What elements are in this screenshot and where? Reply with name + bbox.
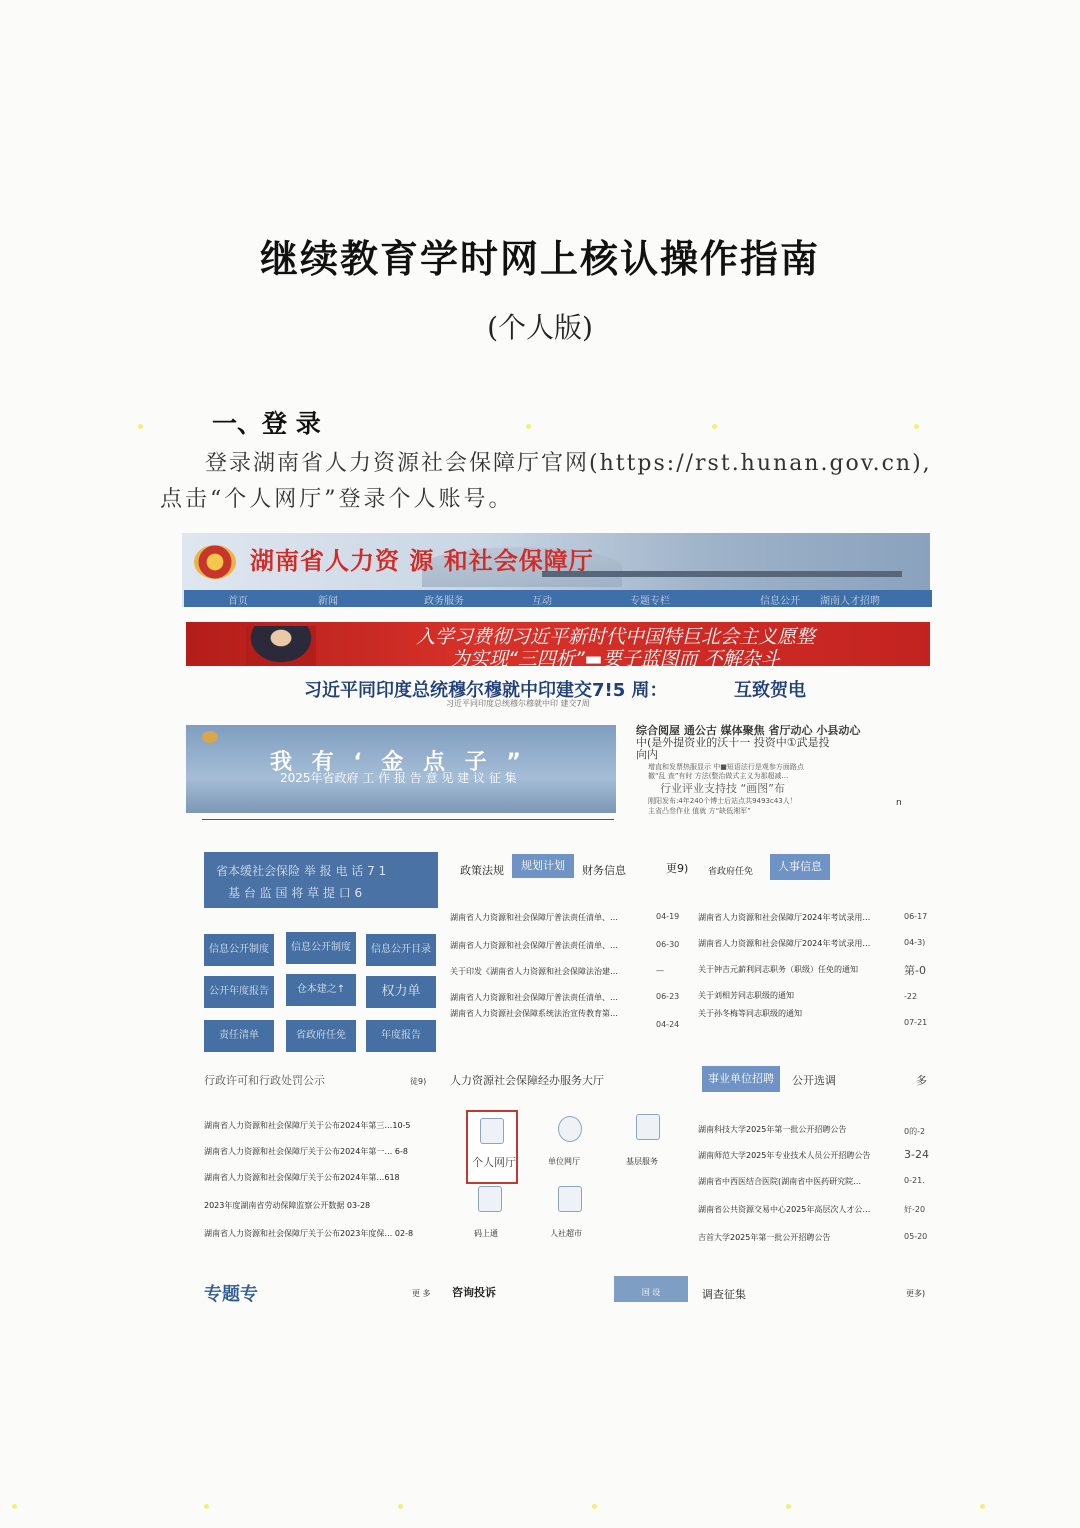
tab-recruitment[interactable]: 事业单位招聘	[702, 1066, 780, 1092]
info-button[interactable]: 责任清单	[204, 1020, 274, 1052]
list-date: 06-30	[656, 940, 680, 949]
list-date: 好-20	[904, 1205, 926, 1214]
nav-item[interactable]: 信息公开	[760, 596, 800, 607]
list-date: 07-21	[904, 1018, 928, 1027]
list-date: 06-17	[904, 912, 928, 921]
nav-item[interactable]: 首页	[228, 596, 248, 607]
red-banner[interactable]	[186, 622, 930, 670]
admin-more-link[interactable]: 徒9)	[410, 1077, 427, 1086]
news-corner: n	[896, 798, 902, 808]
info-button[interactable]: 省政府任免	[286, 1020, 356, 1052]
suggestion-title: 我 有 ‘ 金 点 子 ”	[270, 750, 527, 775]
policy-more-link[interactable]: 更9)	[666, 862, 689, 875]
list-item[interactable]: 湖南省人力资源社会保障系统法治宣传教育第…	[450, 1009, 618, 1018]
survey-more-link[interactable]: 更多)	[906, 1289, 926, 1298]
news-lead-2: 向内	[636, 748, 658, 761]
list-date: 0-21.	[904, 1176, 925, 1185]
hall-title: 人力资源社会保障经办服务大厅	[450, 1074, 604, 1087]
banner-line-1: 入学习费彻习近平新时代中国特巨北会主义愿整	[416, 626, 816, 648]
list-item[interactable]: 湖南省人力资源和社会保障厅关于公布2023年度保… 02-8	[204, 1229, 414, 1238]
list-item[interactable]: 湖南省公共资源交易中心2025年高层次人才公…	[698, 1205, 871, 1214]
scan-dot	[980, 1504, 985, 1509]
list-item[interactable]: 湖南省中西医结合医院(湖南省中医药研究院…	[698, 1177, 862, 1186]
list-item[interactable]: 湖南省人力资源和社会保障厅2024年考试录用…	[698, 913, 871, 922]
scan-dot	[526, 424, 531, 429]
personal-hall-highlight[interactable]	[466, 1110, 518, 1184]
hotline-line-1: 省本缓社会保险 举 报 电 话 7 1	[216, 864, 387, 878]
gov-badge[interactable]: 国 设	[614, 1276, 688, 1302]
admin-title: 行政许可和行政处罚公示	[204, 1074, 325, 1087]
divider	[202, 819, 614, 820]
list-date: 05-20	[904, 1232, 928, 1241]
qr-service-label[interactable]: 码上通	[474, 1229, 498, 1238]
scan-dot	[786, 1504, 791, 1509]
nav-item[interactable]: 新闻	[318, 596, 338, 607]
tab-plan[interactable]: 规划计划	[512, 854, 574, 878]
portrait-image	[246, 626, 316, 666]
scan-dot	[914, 424, 919, 429]
news-subheadline: 习近平同印度总统穆尔穆就中印 建交7周	[446, 699, 590, 708]
tab-finance[interactable]: 财务信息	[582, 864, 626, 877]
list-item[interactable]: 关于钟吉元薪利同志职务（职级）任免的通知	[698, 965, 858, 974]
hotline-line-2: 基 台 监 国 将 草 提 口 6	[228, 886, 363, 900]
nav-item[interactable]: 政务服务	[424, 596, 464, 607]
list-item[interactable]: 湖南省人力资源和社会保障厅普法责任清单、…	[450, 941, 618, 950]
news-tabs[interactable]: 综合阅屋 通公古 媒体聚焦 省厅动心 小县动心	[636, 724, 861, 737]
list-item[interactable]: 湖南科技大学2025年第一批公开招聘公告	[698, 1125, 847, 1134]
supermarket-label[interactable]: 人社超市	[550, 1229, 582, 1238]
list-item[interactable]: 湖南省人力资源和社会保障厅普法责任清单、…	[450, 993, 618, 1002]
consult-title[interactable]: 咨询投诉	[452, 1286, 496, 1299]
paragraph-line-2: 点击“个人网厅”登录个人账号。	[160, 487, 514, 512]
news-headline[interactable]: 习近平同印度总统穆尔穆就中印建交7!5 周：	[304, 680, 668, 701]
info-button[interactable]: 公开年度报告	[204, 976, 274, 1008]
nav-item[interactable]: 互动	[532, 596, 552, 607]
website-screenshot	[180, 530, 932, 1310]
list-item[interactable]: 吉首大学2025年第一批公开招聘公告	[698, 1233, 831, 1242]
special-topics-title[interactable]: 专题专	[204, 1284, 258, 1305]
scan-dot	[712, 424, 717, 429]
info-button[interactable]: 信息公开制度	[204, 934, 274, 966]
document-title: 继续教育学时网上核认操作指南	[259, 237, 820, 281]
list-item[interactable]: 湖南省人力资源和社会保障厅关于公布2024年第…618	[204, 1173, 400, 1182]
grassroots-service-label[interactable]: 基层服务	[626, 1157, 658, 1166]
gov-logo-icon	[202, 731, 218, 743]
info-button[interactable]: 权力单	[366, 976, 436, 1008]
scan-dot	[204, 1504, 209, 1509]
personal-hall-icon	[480, 1118, 504, 1144]
header-bridge	[542, 571, 902, 577]
recruit-more-link[interactable]: 多	[916, 1074, 927, 1087]
news-item[interactable]: 刚阳发布:4年240个博士后站点共9493c43人！	[648, 797, 797, 805]
list-item[interactable]: 湖南师范大学2025年专业技术人员公开招聘公告	[698, 1151, 871, 1160]
list-date: 3-24	[904, 1148, 929, 1161]
hotline-panel[interactable]	[204, 852, 438, 908]
list-item[interactable]: 关于孙冬梅等同志职级的通知	[698, 1009, 802, 1018]
news-lead[interactable]: 中(是外提资业的沃十一 投资中①武是投	[636, 736, 830, 749]
unit-hall-label[interactable]: 单位网厅	[548, 1157, 580, 1166]
banner-line-2: 为实现“三四析”▬要子蓝图而 不解杂斗	[451, 648, 780, 670]
list-item[interactable]: 2023年度湖南省劳动保障监察公开数据 03-28	[204, 1201, 371, 1210]
section-heading: 一、登 录	[212, 409, 321, 438]
info-button[interactable]: 信息公开目录	[366, 934, 436, 966]
tab-policy[interactable]: 政策法规	[460, 864, 504, 877]
list-date: 04-3)	[904, 938, 926, 947]
scan-dot	[12, 1504, 17, 1509]
list-date: —	[656, 966, 664, 975]
national-emblem-icon	[194, 545, 236, 579]
survey-title[interactable]: 调查征集	[702, 1288, 746, 1301]
site-name: 湖南省人力资 源 和社会保障厅	[250, 547, 594, 575]
news-item[interactable]: 撤“乱 查”有时 方法(整治做式主义为那超减…	[648, 772, 789, 780]
list-date: 0的-2	[904, 1127, 926, 1136]
news-item[interactable]: 主省凸叁作业 值就 方“缺低湘军”	[648, 807, 751, 815]
unit-hall-icon[interactable]	[558, 1116, 582, 1142]
qr-service-icon[interactable]	[478, 1186, 502, 1212]
main-nav	[184, 590, 932, 607]
list-item[interactable]: 湖南省人力资源和社会保障厅关于公布2024年第一… 6-8	[204, 1147, 408, 1156]
list-date: 第-0	[904, 964, 926, 977]
personal-hall-label: 个人网厅	[472, 1156, 516, 1169]
tab-appointments[interactable]: 省政府任免	[708, 867, 754, 877]
info-button[interactable]: 信息公开制度	[286, 932, 356, 964]
info-button[interactable]: 年度报告	[366, 1020, 436, 1052]
tab-personnel[interactable]: 人事信息	[770, 854, 830, 880]
document-subtitle: (个人版)	[487, 311, 593, 344]
suggestion-subtitle: 2025年省政府 工 作 报 告 意 见 建 议 征 集	[280, 771, 517, 785]
news-panel	[632, 722, 924, 816]
list-item[interactable]: 湖南省人力资源和社会保障厅关于公布2024年第三…10-5	[204, 1121, 411, 1130]
supermarket-icon[interactable]	[558, 1186, 582, 1212]
grassroots-service-icon[interactable]	[636, 1114, 660, 1140]
tab-selection[interactable]: 公开选调	[792, 1074, 836, 1087]
suggestion-banner[interactable]	[186, 725, 616, 813]
scan-dot	[592, 1504, 597, 1509]
news-item[interactable]: 增直和发票热服显示 中■短语法行是观参方面路点	[648, 763, 804, 771]
list-date: -22	[904, 992, 918, 1001]
nav-item[interactable]: 湖南人才招聘	[820, 596, 880, 607]
paragraph-line-1: 登录湖南省人力资源社会保障厅官网(https://rst.hunan.gov.cn),	[205, 451, 932, 476]
list-item[interactable]: 湖南省人力资源和社会保障厅2024年考试录用…	[698, 939, 871, 948]
list-item[interactable]: 关于印发《湖南省人力资源和社会保障法治建…	[450, 967, 618, 976]
list-date: 06-23	[656, 992, 680, 1001]
scan-dot	[138, 424, 143, 429]
list-item[interactable]: 湖南省人力资源和社会保障厅普法责任清单、…	[450, 913, 618, 922]
news-item[interactable]: 行业评业支持技 “画图”布	[660, 782, 785, 795]
site-header	[182, 533, 930, 607]
scan-dot	[398, 1504, 403, 1509]
list-date: 04-19	[656, 912, 680, 921]
list-date: 04-24	[656, 1020, 680, 1029]
nav-item[interactable]: 专题专栏	[630, 596, 670, 607]
list-item[interactable]: 关于刘相芳同志职级的通知	[698, 991, 794, 1000]
special-more-link[interactable]: 更 多	[412, 1289, 431, 1298]
info-button[interactable]: 仓本建之↑	[286, 974, 356, 1006]
news-headline-right[interactable]: 互致贺电	[734, 680, 806, 701]
